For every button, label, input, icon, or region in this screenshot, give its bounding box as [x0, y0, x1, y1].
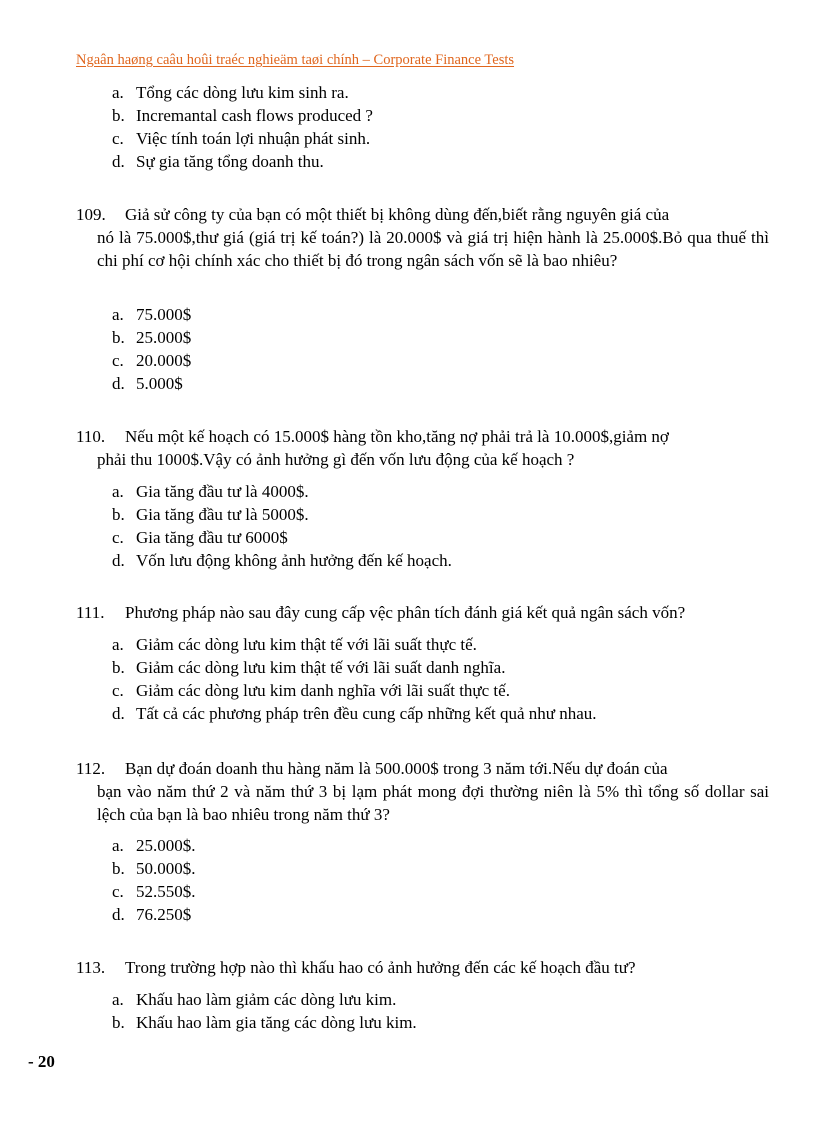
option-letter: b.	[112, 328, 125, 347]
question-number: 113.	[76, 958, 106, 977]
option-letter: a.	[112, 305, 124, 324]
option-a	[112, 480, 452, 503]
option-a	[112, 988, 417, 1011]
option-a	[112, 633, 597, 656]
option-d	[112, 903, 196, 926]
option-text: Giảm các dòng lưu kim danh nghĩa với lãi suất thực tế.	[136, 681, 510, 700]
option-d	[112, 702, 597, 725]
option-a	[112, 303, 191, 326]
option-c	[112, 349, 191, 372]
option-b	[112, 1011, 417, 1034]
option-letter: d.	[112, 152, 125, 171]
option-text: 25.000$	[136, 328, 192, 347]
option-text: Tổng các dòng lưu kim sinh ra.	[136, 83, 349, 102]
option-text: Vốn lưu động không ảnh hưởng đến kế hoạch.	[136, 551, 452, 570]
option-a	[112, 81, 373, 104]
question-113-options	[112, 988, 417, 1034]
option-letter: c.	[112, 129, 124, 148]
option-letter: b.	[112, 106, 125, 125]
option-text: Tất cả các phương pháp trên đều cung cấp những kết quả như nhau.	[136, 704, 597, 723]
question-111-options	[112, 633, 597, 725]
page-header: Ngaân haøng caâu hoûi traéc nghieäm taøi chính – Corporate Finance Tests	[76, 52, 515, 68]
question-number: 109.	[76, 205, 106, 224]
question-text-continued: phải thu 1000$.Vậy có ảnh hưởng gì đến vốn lưu động của kế hoạch ?	[97, 450, 575, 469]
question-text: Nếu một kế hoạch có 15.000$ hàng tồn kho,tăng nợ phải trả là 10.000$,giảm nợ	[125, 427, 669, 446]
option-d	[112, 372, 191, 395]
option-letter: b.	[112, 859, 125, 878]
option-c	[112, 526, 452, 549]
option-letter: d.	[112, 374, 125, 393]
option-text: Việc tính toán lợi nhuận phát sinh.	[136, 129, 371, 148]
option-text: Khấu hao làm gia tăng các dòng lưu kim.	[136, 1013, 417, 1032]
option-letter: c.	[112, 882, 124, 901]
question-number: 112.	[76, 759, 106, 778]
option-d	[112, 150, 373, 173]
option-letter: d.	[112, 551, 125, 570]
option-text: Giảm các dòng lưu kim thật tế với lãi suất thực tế.	[136, 635, 477, 654]
option-text: Gia tăng đầu tư là 5000$.	[136, 505, 309, 524]
question-text: Giả sử công ty của bạn có một thiết bị không dùng đến,biết rằng nguyên giá của	[125, 205, 670, 224]
option-text: 25.000$.	[136, 836, 196, 855]
question-109-options	[112, 303, 191, 395]
question-112	[76, 757, 769, 826]
question-number: 110.	[76, 427, 106, 446]
prev-options	[112, 81, 373, 173]
question-110	[76, 425, 769, 471]
option-letter: a.	[112, 836, 124, 855]
option-text: 75.000$	[136, 305, 192, 324]
option-letter: b.	[112, 658, 125, 677]
option-d	[112, 549, 452, 572]
option-letter: a.	[112, 83, 124, 102]
option-text: 76.250$	[136, 905, 192, 924]
option-letter: b.	[112, 1013, 125, 1032]
option-text: 20.000$	[136, 351, 192, 370]
option-letter: c.	[112, 351, 124, 370]
option-text: Incremantal cash flows produced ?	[136, 106, 373, 125]
option-letter: a.	[112, 990, 124, 1009]
question-112-options	[112, 834, 196, 926]
question-113	[76, 956, 769, 979]
option-letter: a.	[112, 482, 124, 501]
question-text: Phương pháp nào sau đây cung cấp vệc phân tích đánh giá kết quả ngân sách vốn?	[125, 603, 686, 622]
page-number: - 20	[28, 1052, 55, 1071]
question-text: Bạn dự đoán doanh thu hàng năm là 500.000$ trong 3 năm tới.Nếu dự đoán của	[125, 759, 668, 778]
option-text: Sự gia tăng tổng doanh thu.	[136, 152, 324, 171]
option-letter: c.	[112, 528, 124, 547]
option-text: Gia tăng đầu tư 6000$	[136, 528, 288, 547]
question-number: 111.	[76, 603, 105, 622]
option-text: Giảm các dòng lưu kim thật tế với lãi suất danh nghĩa.	[136, 658, 506, 677]
option-letter: b.	[112, 505, 125, 524]
option-text: 50.000$.	[136, 859, 196, 878]
option-text: Khấu hao làm giảm các dòng lưu kim.	[136, 990, 397, 1009]
option-text: 52.550$.	[136, 882, 196, 901]
question-110-options	[112, 480, 452, 572]
question-text-continued: bạn vào năm thứ 2 và năm thứ 3 bị lạm phát mong đợi thường niên là 5% thì tổng số dollar sai lệch của bạn là bao nhiêu trong năm thứ 3?	[97, 782, 769, 824]
question-text: Trong trường hợp nào thì khấu hao có ảnh hưởng đến các kế hoạch đầu tư?	[125, 958, 636, 977]
question-text-continued: nó là 75.000$,thư giá (giá trị kế toán?) là 20.000$ và giá trị hiện hành là 25.000$.Bỏ qua thuế thì chi phí cơ hội chính xác cho thiết bị đó trong ngân sách vốn sẽ là bao nhiêu?	[97, 228, 769, 270]
option-a	[112, 834, 196, 857]
question-109	[76, 203, 769, 272]
option-letter: a.	[112, 635, 124, 654]
option-letter: d.	[112, 905, 125, 924]
option-b	[112, 104, 373, 127]
option-text: 5.000$	[136, 374, 183, 393]
option-text: Gia tăng đầu tư là 4000$.	[136, 482, 309, 501]
question-111	[76, 601, 769, 624]
option-c	[112, 127, 373, 150]
option-c	[112, 880, 196, 903]
option-b	[112, 656, 597, 679]
option-b	[112, 326, 191, 349]
option-letter: c.	[112, 681, 124, 700]
option-c	[112, 679, 597, 702]
option-letter: d.	[112, 704, 125, 723]
option-b	[112, 503, 452, 526]
option-b	[112, 857, 196, 880]
